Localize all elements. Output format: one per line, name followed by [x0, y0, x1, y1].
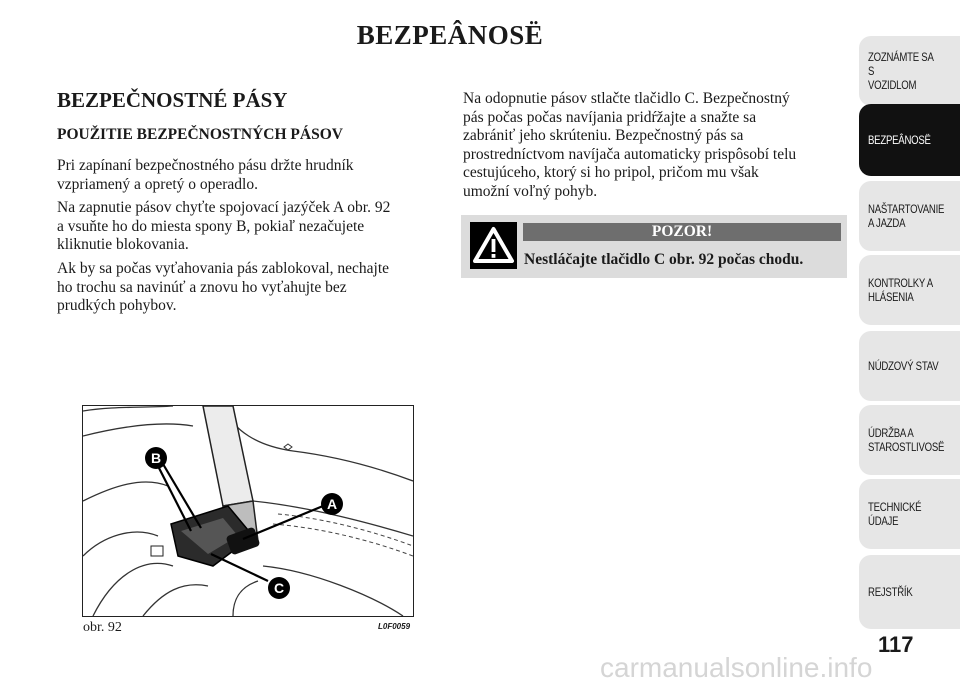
- chapter-tab-label-line: ZOZNÁMTE SA S: [868, 50, 934, 78]
- page-number: 117: [878, 632, 914, 657]
- chapter-tab-label-line: KONTROLKY A: [868, 276, 933, 290]
- warning-triangle-icon: [470, 222, 517, 269]
- warning-header: POZOR!: [523, 223, 841, 241]
- seatbelt-figure: [82, 405, 414, 617]
- chapter-tab-label: [868, 426, 944, 454]
- chapter-tab-label: [868, 500, 921, 528]
- chapter-tab[interactable]: [859, 479, 960, 549]
- text-line: Na zapnutie pásov chyťte spojovací jazýček A obr. 92: [57, 199, 391, 216]
- label-C: C: [273, 580, 285, 596]
- page-title: BEZPEÂNOSË: [356, 20, 544, 50]
- label-B: B: [150, 450, 162, 466]
- chapter-tab-label-line: ÚDRŽBA A: [868, 426, 914, 440]
- chapter-tab[interactable]: [859, 405, 960, 475]
- text-line: cestujúceho, ktorý si ho pripol, pričom mu však: [463, 164, 759, 181]
- figure-caption: obr. 92: [83, 620, 122, 635]
- figure-code: L0F0059: [378, 622, 411, 631]
- chapter-tab-label: [868, 133, 931, 147]
- chapter-tab-label: [868, 50, 942, 92]
- chapter-tab[interactable]: [859, 104, 960, 176]
- text-line: pás počas počas navíjania pridŕžajte a snažte sa: [463, 108, 757, 126]
- paragraph-buckle-posture: [57, 157, 447, 194]
- chapter-tab-label-line: HLÁSENIA: [868, 290, 914, 304]
- chapter-tab-label-line: TECHNICKÉ: [868, 500, 922, 514]
- section-heading: BEZPEČNOSTNÉ PÁSY: [57, 88, 288, 112]
- chapter-tab-label-line: ÚDAJE: [868, 514, 899, 528]
- text-line: Pri zapínaní bezpečnostného pásu držte hrudník: [57, 157, 354, 174]
- chapter-tab-label-line: NÚDZOVÝ STAV: [868, 359, 939, 373]
- paragraph-blocked: [57, 260, 447, 316]
- warning-text: Nestláčajte tlačidlo C obr. 92 počas chodu.: [524, 251, 804, 268]
- chapter-tab[interactable]: [859, 36, 960, 106]
- chapter-tab-label-line: VOZIDLOM: [868, 78, 917, 92]
- paragraph-fasten: [57, 199, 447, 255]
- paragraph-unfasten: [463, 90, 853, 201]
- chapter-tab-label: [868, 359, 938, 373]
- chapter-tab-label-line: REJSTŘÍK: [868, 585, 913, 599]
- text-line: ho trochu sa navinúť a znovu ho vyťahujte bez: [57, 278, 347, 296]
- chapter-tab-label: [868, 202, 944, 230]
- label-A: A: [326, 496, 338, 512]
- text-line: prudkých pohybov.: [57, 297, 177, 314]
- text-line: a vsuňte ho do miesta spony B, pokiaľ nezačujete: [57, 217, 365, 235]
- chapter-tab[interactable]: [859, 331, 960, 401]
- chapter-tab[interactable]: [859, 181, 960, 251]
- chapter-tab[interactable]: [859, 255, 960, 325]
- text-line: zabrániť jeho skrúteniu. Bezpečnostný pás sa: [463, 127, 744, 144]
- text-line: prostredníctvom navíjača automaticky prispôsobí telu: [463, 145, 797, 163]
- chapter-tab-label: [868, 585, 912, 599]
- chapter-tab-label-line: A JAZDA: [868, 216, 906, 230]
- chapter-tab-label-line: NAŠTARTOVANIE: [868, 202, 945, 216]
- text-line: Na odopnutie pásov stlačte tlačidlo C. Bezpečnostný: [463, 90, 790, 107]
- text-line: Ak by sa počas vyťahovania pás zablokoval, nechajte: [57, 260, 390, 277]
- chapter-tab-label-line: STAROSTLIVOSË: [868, 440, 945, 454]
- chapter-tab-label: [868, 276, 933, 304]
- section-subheading: POUŽITIE BEZPEČNOSTNÝCH PÁSOV: [57, 126, 343, 143]
- text-line: kliknutie blokovania.: [57, 236, 189, 253]
- chapter-tab[interactable]: [859, 555, 960, 629]
- chapter-tab-label-line: BEZPEÂNOSË: [868, 133, 931, 147]
- watermark: carmanualsonline.info: [600, 652, 873, 683]
- text-line: vzpriamený a opretý o operadlo.: [57, 175, 258, 193]
- text-line: umožní voľný pohyb.: [463, 182, 598, 200]
